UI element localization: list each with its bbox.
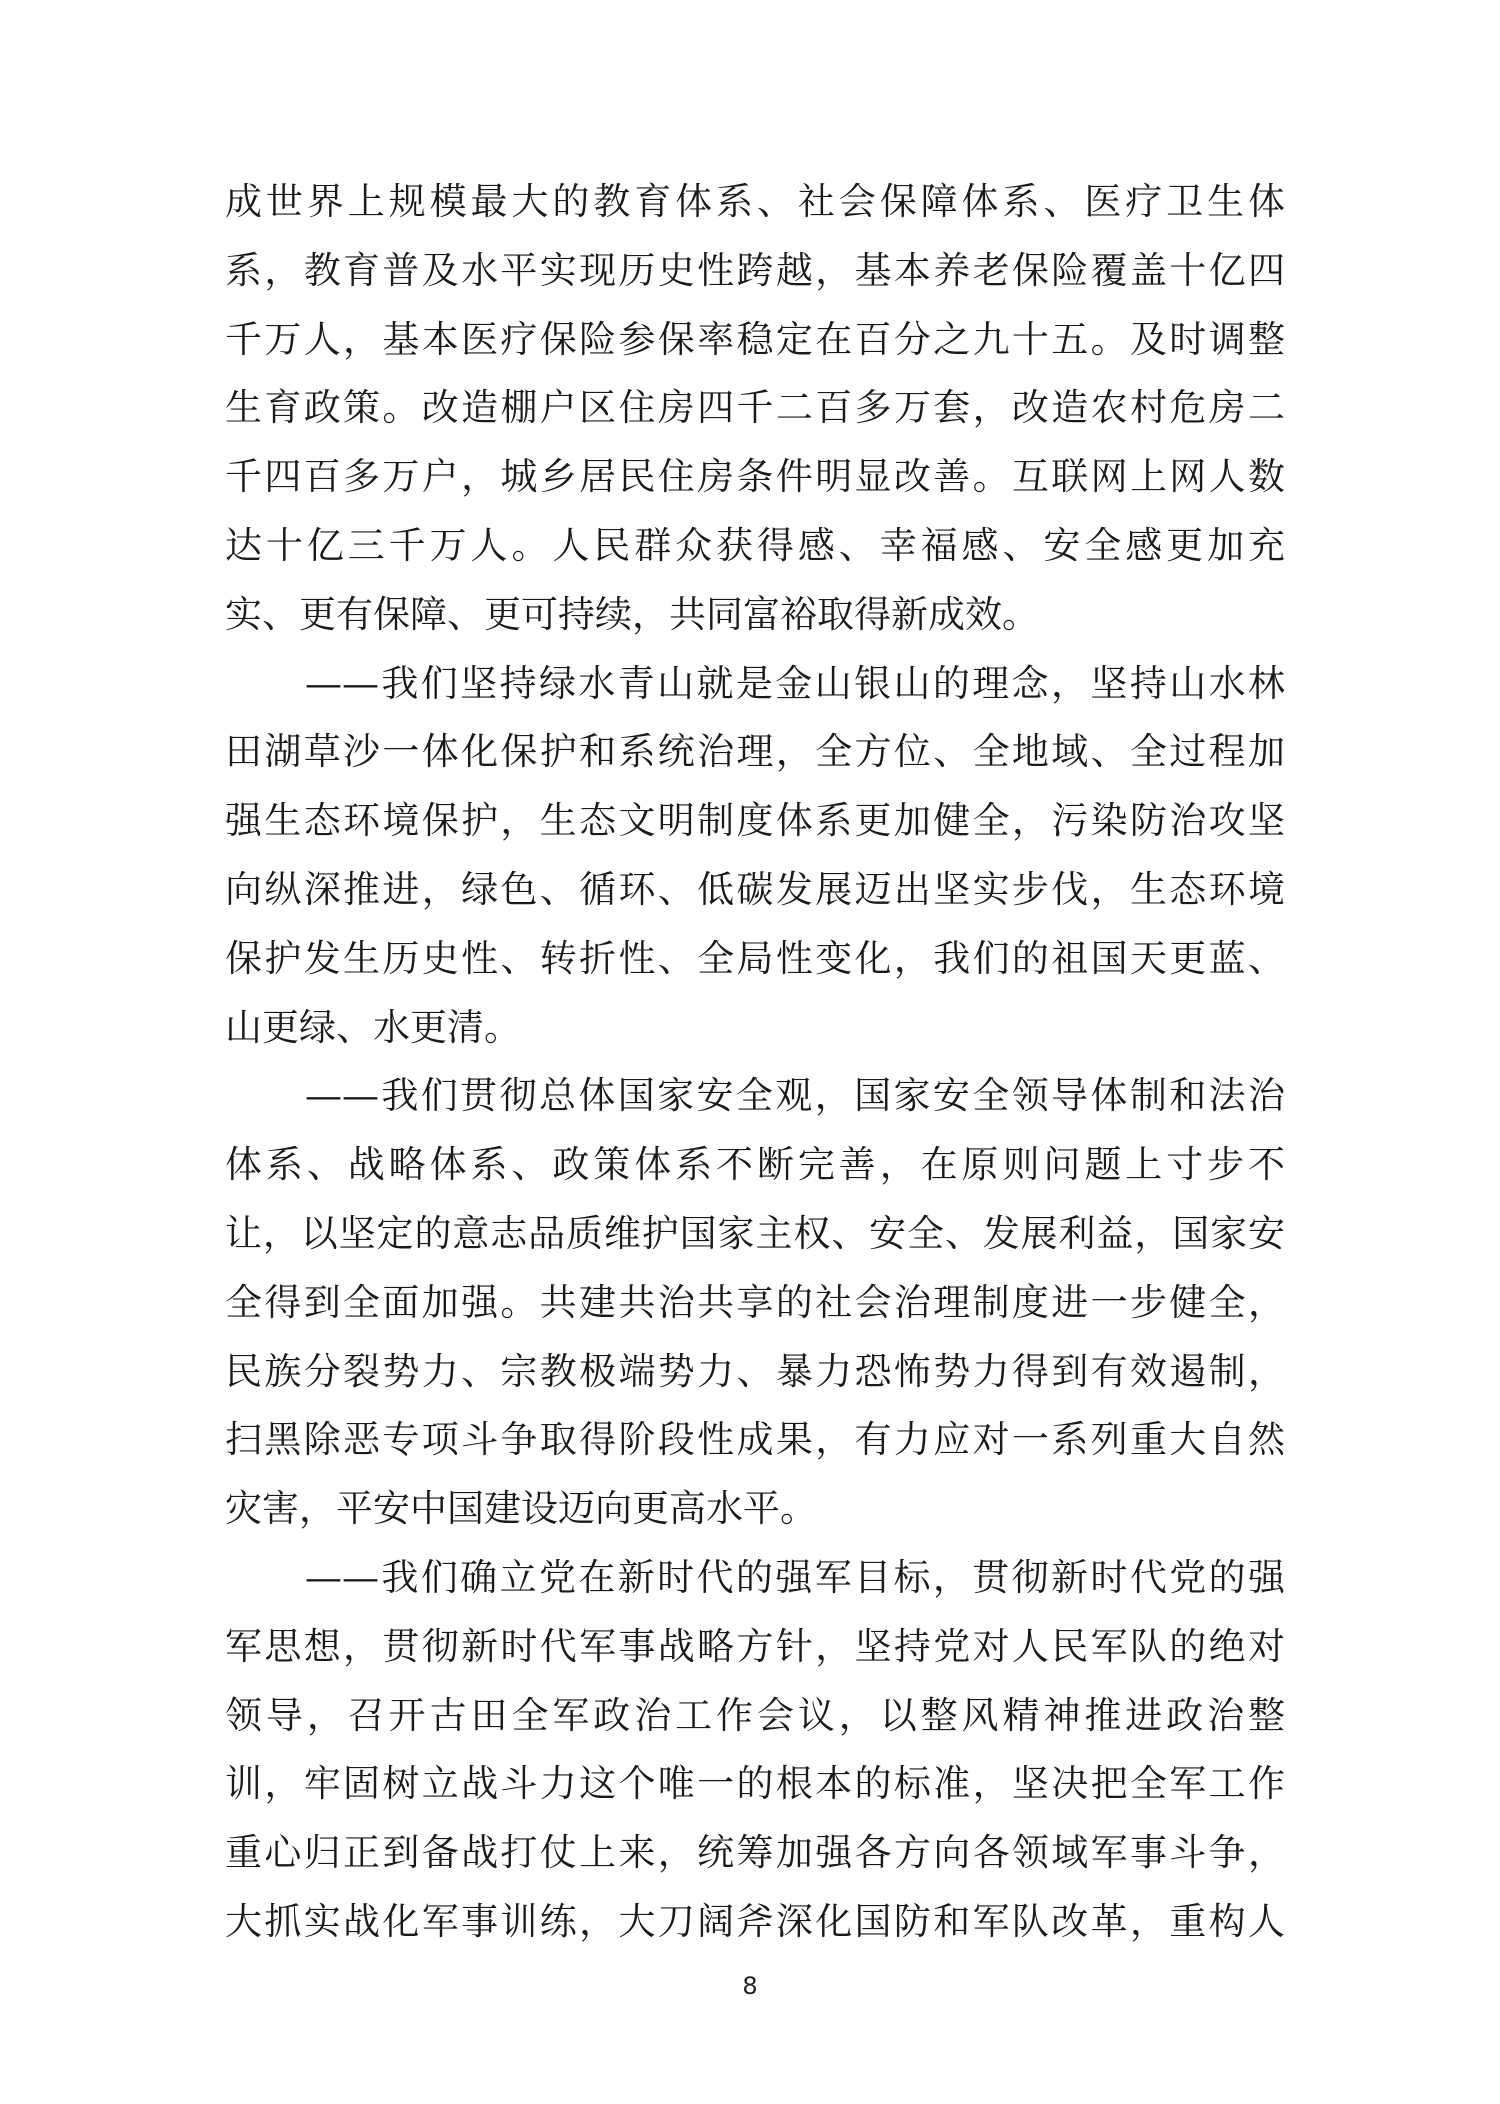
- paragraph-3: [225, 1062, 1285, 1544]
- text-line: 全得到全面加强。共建共治共享的社会治理制度进一步健全，: [225, 1280, 1285, 1324]
- text-line: 山更绿、水更清。: [225, 1005, 521, 1049]
- text-line: 保护发生历史性、转折性、全局性变化，我们的祖国天更蓝、: [225, 936, 1285, 980]
- text-line: 生育政策。改造棚户区住房四千二百多万套，改造农村危房二: [225, 386, 1285, 430]
- text-line: 千四百多万户，城乡居民住房条件明显改善。互联网上网人数: [225, 455, 1285, 499]
- text-line: 达十亿三千万人。人民群众获得感、幸福感、安全感更加充: [225, 523, 1285, 567]
- text-line: ——我们贯彻总体国家安全观，国家安全领导体制和法治: [305, 1074, 1285, 1118]
- text-line: 军思想，贯彻新时代军事战略方针，坚持党对人民军队的绝对: [225, 1624, 1285, 1668]
- text-line: 民族分裂势力、宗教极端势力、暴力恐怖势力得到有效遏制，: [225, 1349, 1285, 1393]
- page-number: 8: [742, 1972, 758, 2000]
- text-line: 大抓实战化军事训练，大刀阔斧深化国防和军队改革，重构人: [225, 1899, 1285, 1943]
- text-line: ——我们确立党在新时代的强军目标，贯彻新时代党的强: [305, 1555, 1285, 1599]
- text-line: 重心归正到备战打仗上来，统筹加强各方向各领域军事斗争，: [225, 1831, 1285, 1875]
- text-line: 体系、战略体系、政策体系不断完善，在原则问题上寸步不: [225, 1143, 1285, 1187]
- text-line: 系，教育普及水平实现历史性跨越，基本养老保险覆盖十亿四: [225, 248, 1285, 292]
- text-line: 强生态环境保护，生态文明制度体系更加健全，污染防治攻坚: [225, 799, 1285, 843]
- text-line: 千万人，基本医疗保险参保率稳定在百分之九十五。及时调整: [225, 317, 1285, 361]
- text-line: ——我们坚持绿水青山就是金山银山的理念，坚持山水林: [305, 661, 1285, 705]
- text-line: 成世界上规模最大的教育体系、社会保障体系、医疗卫生体: [225, 180, 1285, 223]
- text-line: 扫黑除恶专项斗争取得阶段性成果，有力应对一系列重大自然: [225, 1418, 1285, 1462]
- text-line: 训，牢固树立战斗力这个唯一的根本的标准，坚决把全军工作: [225, 1762, 1285, 1806]
- text-line: 实、更有保障、更可持续，共同富裕取得新成效。: [225, 592, 1039, 636]
- paragraph-2: [225, 650, 1285, 1063]
- body-text: [225, 168, 1285, 1957]
- text-line: 田湖草沙一体化保护和系统治理，全方位、全地域、全过程加: [225, 730, 1285, 774]
- paragraph-1: [225, 168, 1285, 650]
- text-line: 灾害，平安中国建设迈向更高水平。: [225, 1487, 817, 1531]
- text-line: 向纵深推进，绿色、循环、低碳发展迈出坚实步伐，生态环境: [225, 867, 1285, 911]
- text-line: 领导，召开古田全军政治工作会议，以整风精神推进政治整: [225, 1693, 1285, 1737]
- paragraph-4: [225, 1544, 1285, 1957]
- text-line: 让，以坚定的意志品质维护国家主权、安全、发展利益，国家安: [225, 1211, 1285, 1255]
